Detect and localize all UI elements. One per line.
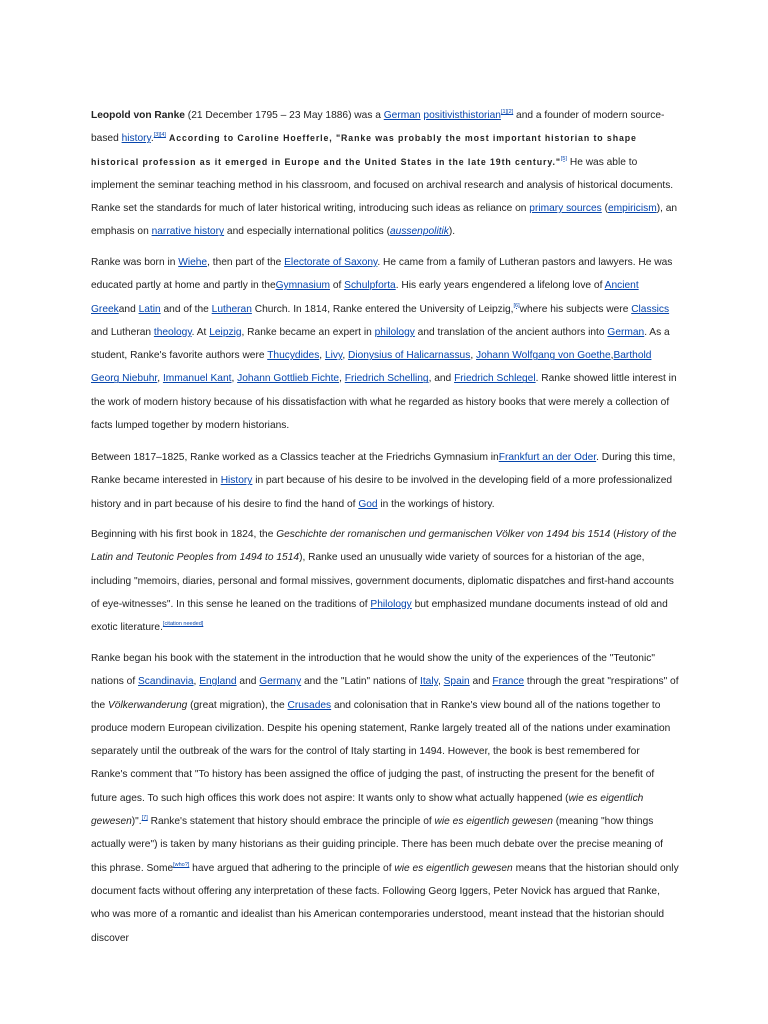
phrase-wie-es-eigentlich-gewesen: wie es eigentlich gewesen [434, 816, 553, 828]
link-spain[interactable]: Spain [443, 676, 470, 688]
text-run: of [329, 280, 345, 292]
text-run: . During this time, Ranke became interested in [91, 452, 676, 487]
link-primary-sources[interactable]: primary sources [529, 203, 602, 215]
text-run: and Lutheran [91, 326, 154, 338]
paragraph-intro [91, 104, 679, 244]
text-run: ( [601, 203, 608, 215]
link-scandinavia[interactable]: Scandinavia [138, 676, 194, 688]
link-classics[interactable]: Classics [631, 303, 670, 315]
text-run: and [469, 676, 493, 688]
text-run: and a founder of modern source-based [91, 110, 665, 145]
citation-needed-link[interactable]: [citation needed] [162, 621, 204, 628]
text-run: , Ranke became an expert in [241, 326, 375, 338]
link-positivist-historian[interactable]: positivisthistorian [423, 110, 501, 121]
text-run: and colonisation that in Ranke's view bound all of the nations together to produce modern European civilization. Despite his opening statement, Ranke largely treated all of the nations under examination separately until the outbreak of the wars for the control of Italy starting in 1494. However, the book is best remembered for Ranke's comment that "To history has been assigned the office of judging the past, of instructing the present for the benefit of future ages. To such high offices this work does not aspire: It wants only to show what actually happened ( [91, 699, 671, 804]
link-electorate-of-saxony[interactable]: Electorate of Saxony [284, 257, 378, 268]
text-run: Ranke began his book with the statement in the introduction that he would show the unity of the experiences of the "Teutonic" nations of [91, 653, 655, 688]
text-run: have argued that adhering to the principle of [189, 862, 395, 874]
citation-ref [154, 132, 166, 138]
link-kant[interactable]: Immanuel Kant [162, 373, 232, 385]
text-run: and the "Latin" nations of [301, 676, 420, 688]
citation-link[interactable]: [6] [513, 302, 520, 309]
paragraph-unity-thesis [91, 647, 679, 950]
text-run: Church. In 1814, Ranke entered the University of Leipzig, [251, 303, 514, 315]
link-german[interactable]: German [383, 110, 421, 121]
link-leipzig[interactable]: Leipzig [209, 326, 242, 338]
text-run: , and [428, 373, 455, 385]
link-aussenpolitik[interactable]: aussenpolitik [390, 226, 449, 238]
phrase-wie-es-eigentlich-gewesen: wie es eigentlich gewesen [91, 792, 644, 828]
link-niebuhr[interactable]: Barthold Georg Niebuhr [91, 350, 652, 385]
text-run: He was able to implement the seminar teaching method in his classroom, and focused on archival research and analysis of historical documents. Ranke set the standards for much of later historical writing, introducing such ideas as reliance on [91, 156, 674, 215]
text-run: , [193, 676, 200, 688]
paragraph-teaching [91, 446, 679, 516]
link-schulpforta[interactable]: Schulpforta [344, 280, 396, 292]
text-run: . As a student, Ranke's favorite authors were [91, 326, 670, 362]
text-run: and [236, 676, 260, 688]
citation-link[interactable]: [5] [560, 155, 568, 162]
text-run: , [157, 373, 163, 385]
link-frankfurt-an-der-oder[interactable]: Frankfurt an der Oder [498, 452, 597, 463]
link-schlegel[interactable]: Friedrich Schlegel [454, 373, 536, 385]
link-god[interactable]: God [358, 498, 378, 510]
hoefferle-quote: According to Caroline Hoefferle, "Ranke was probably the most important historian to shape historical profession as it emerged in Europe and the United States in the late 19th century." [91, 133, 637, 167]
link-philology[interactable]: philology [374, 326, 415, 338]
link-wiehe[interactable]: Wiehe [178, 257, 208, 268]
link-england[interactable]: England [199, 676, 237, 688]
text-run: (21 December 1795 – 23 May 1886) was a [184, 110, 384, 121]
text-run: in the workings of history. [377, 498, 495, 510]
paragraph-early-life [91, 251, 679, 437]
text-run: Ranke's statement that history should embrace the principle of [147, 816, 435, 828]
text-run: ). [448, 226, 456, 238]
text-run: in part because of his desire to be involved in the developing field of a more professionalized history and in part because of his desire to find the hand of [91, 475, 673, 510]
text-run: , [339, 373, 345, 385]
text-run: (meaning "how things actually were") is taken by many historians as their guiding principle. There has been much debate over the precise meaning of this phrase. Some [91, 816, 663, 874]
link-germany[interactable]: Germany [259, 676, 302, 688]
link-latin[interactable]: Latin [138, 303, 161, 315]
text-run: , [610, 350, 614, 362]
link-dionysius[interactable]: Dionysius of Halicarnassus [348, 350, 471, 362]
link-thucydides[interactable]: Thucydides [267, 350, 320, 362]
text-run: Beginning with his first book in 1824, the [91, 529, 277, 540]
text-run: , [231, 373, 238, 385]
text-run: means that the historian should only document facts without offering any interpretation of these facts. Following Georg Iggers, Peter Novick has argued that Ranke, who was more of a romantic and idealist than his American contemporaries understood, meant instead that the historian should discover [91, 862, 679, 944]
link-history[interactable]: history [121, 133, 151, 145]
link-ancient-greek[interactable]: Ancient Greek [91, 280, 639, 315]
link-crusades[interactable]: Crusades [287, 699, 332, 711]
text-run: , [470, 350, 476, 362]
text-run: Between 1817–1825, Ranke worked as a Classics teacher at the Friedrichs Gymnasium in [91, 452, 499, 463]
text-run: , then part of the [207, 257, 285, 268]
link-empiricism[interactable]: empiricism [608, 203, 657, 215]
text-run: . He came from a family of Lutheran pastors and lawyers. He was educated partly at home and partly in the [91, 257, 673, 292]
text-run: but emphasized mundane documents instead of old and exotic literature. [91, 598, 668, 634]
text-run: and [118, 303, 139, 315]
text-run: where his subjects were [519, 303, 632, 315]
link-fichte[interactable]: Johann Gottlieb Fichte [237, 373, 340, 385]
text-run: ), Ranke used an unusually wide variety of sources for a historian of the age, including "memoirs, diaries, personal and formal missives, government documents, diplomatic dispatches and first-hand accounts of eye-witnesses". In this sense he leaned on the traditions of [91, 552, 674, 610]
citation-link[interactable]: [1][2] [500, 109, 514, 115]
link-lutheran[interactable]: Lutheran [211, 303, 252, 315]
text-run: , [342, 350, 349, 362]
link-schelling[interactable]: Friedrich Schelling [344, 373, 429, 385]
link-italy[interactable]: Italy [420, 676, 438, 688]
term-voelkerwanderung: Völkerwanderung [108, 699, 188, 711]
link-philology-tradition[interactable]: Philology [370, 598, 412, 610]
text-run: . His early years engendered a lifelong love of [395, 280, 605, 292]
link-theology[interactable]: theology [153, 326, 192, 338]
text-run: , [437, 676, 444, 688]
text-run: (great migration), the [187, 699, 288, 711]
text-run: and of the [160, 303, 212, 315]
text-run: ( [610, 529, 617, 540]
article-subject-bold: Leopold von Ranke [91, 110, 185, 121]
text-run: , [319, 350, 325, 362]
book-title-german: Geschichte der romanischen und germanischen Völker von 1494 bis 1514 [276, 529, 611, 540]
link-gymnasium[interactable]: Gymnasium [275, 280, 330, 292]
who-tag-link[interactable]: [who?] [173, 861, 190, 868]
text-run: . At [191, 326, 210, 338]
text-run: . Ranke showed little interest in the work of modern history because of his dissatisfaction with what he regarded as history books that were merely a collection of facts lumped together by modern historians. [91, 373, 677, 432]
text-run: and especially international politics ( [224, 226, 390, 238]
link-france[interactable]: France [492, 676, 525, 688]
text-run: Ranke was born in [91, 257, 179, 268]
text-run: . [150, 133, 154, 145]
link-narrative-history[interactable]: narrative history [151, 226, 225, 238]
citation-needed [163, 621, 203, 627]
link-livy[interactable]: Livy [324, 350, 343, 362]
text-run: through the great "respirations" of the [91, 676, 679, 711]
phrase-wie-es-eigentlich-gewesen: wie es eigentlich gewesen [394, 862, 513, 874]
citation-link[interactable]: [7] [141, 815, 148, 822]
link-german-language[interactable]: German [607, 326, 645, 338]
book-title-english: History of the Latin and Teutonic Peoples from 1494 to 1514 [91, 529, 677, 564]
citation-ref [501, 109, 513, 115]
text-run: ), an emphasis on [91, 203, 678, 238]
citation-link[interactable]: [3][4] [153, 132, 166, 139]
link-goethe[interactable]: Johann Wolfgang von Goethe [476, 350, 611, 362]
link-history-field[interactable]: History [220, 475, 253, 487]
who-tag [173, 862, 189, 868]
text-run: and translation of the ancient authors into [414, 326, 608, 338]
text-run: )". [131, 816, 142, 828]
paragraph-first-book [91, 523, 679, 639]
